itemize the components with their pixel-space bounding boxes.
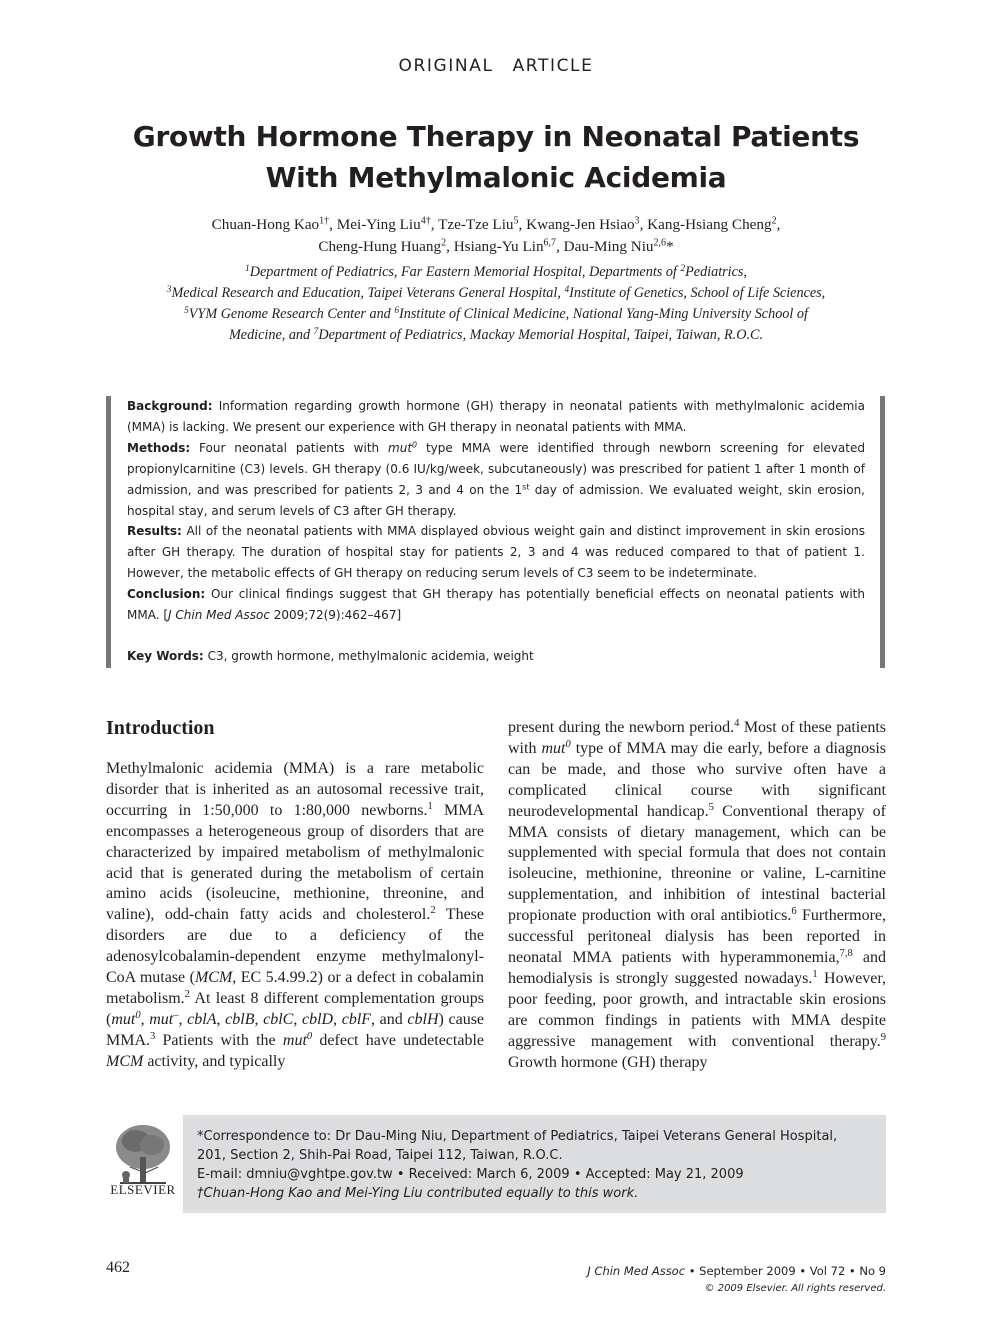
bullet: •	[573, 1167, 582, 1182]
body-column-left	[106, 716, 484, 1073]
affiliation-line-4	[80, 325, 912, 346]
author-sup: 2,6	[653, 237, 667, 249]
author-line-2: Cheng-Hung Huang$^2$, Hsiang-Yu Lin$^{6,7}$, Dau-Ming Niu$^{2,6}$*	[318, 237, 674, 255]
author-sup: 5	[513, 215, 519, 227]
ref-sup: 6	[791, 906, 797, 918]
affil-text: Pediatrics,	[685, 264, 747, 280]
author-name: Tze-Tze Liu	[438, 216, 514, 233]
author-sup: 1†	[319, 215, 330, 227]
body-text: activity, and typically	[143, 1052, 286, 1070]
body-text: Most of these patients with	[508, 719, 886, 757]
author-sup: 2	[771, 215, 777, 227]
abstract-citation-journal: J Chin Med Assoc	[168, 608, 270, 623]
body-text: However, poor feeding, poor growth, and intractable skin erosions are common findings in patients with MMA despite aggressive management with conventional therapy.	[508, 969, 887, 1050]
gene-name: mut	[149, 1010, 174, 1028]
intro-paragraph-1: Methylmalonic acidemia (MMA) is a rare metabolic disorder that is inherited as an autosomal recessive trait, occurring in 1:50,000 to 1:80,000 newborns.$^1$ MMA encompasses a heterogeneous group of disorders that are characterized by impaired metabolism of methylmalonic acid that is generated during the metabolism of certain amino acids (isoleucine, methionine, threonine, and valine), odd-chain fatty acids and cholesterol.$^2$ These disorders are due to a deficiency of the adenosylcobalamin-dependent enzyme methylmalonyl-CoA mutase (MCM, EC 5.4.99.2) or a defect in cobalamin metabolism.$^2$ At least 8 different complementation groups (mut$^0$, mut–, cblA, cblB, cblC, cblD, cblF, and cblH) cause MMA.$^3$ Patients with the mut$^0$ defect have undetectable MCM activity, and typically	[106, 760, 485, 1070]
body-text: MMA encompasses a heterogeneous group of disorders that are characterized by impaired metabolism of methylmalonic acid that is generated during the metabolism of certain amino acids (isoleucine, methionine, threonine, and valine), odd-chain fatty acids and cholesterol.	[106, 801, 484, 924]
journal-issue: No 9	[859, 1264, 886, 1278]
affiliation-line-3	[80, 304, 912, 325]
page-number: 462	[106, 1259, 130, 1276]
ref-sup: 3	[150, 1030, 156, 1042]
affiliation-line-2	[80, 283, 912, 304]
title-line-1: Growth Hormone Therapy in Neonatal Patients	[132, 120, 860, 153]
body-text: defect have undetectable	[312, 1031, 484, 1049]
ref-sup: 7,8	[839, 948, 853, 960]
abstract-results-text: All of the neonatal patients with MMA displayed obvious weight gain and distinct improvement in skin erosions after GH therapy. The duration of hospital stay for patients 2, 3 and 4 was reduced compared to that of patient 1. However, the metabolic effects of GH therapy on reducing serum levels of C3 seem to be indeterminate.	[127, 524, 865, 581]
gene-name: cblH	[407, 1010, 439, 1028]
affil-text: VYM Genome Research Center and	[188, 306, 395, 322]
introduction-heading: Introduction	[106, 717, 215, 739]
affil-text: Department of Pediatrics, Mackay Memorial Hospital, Taipei, Taiwan, R.O.C.	[318, 327, 764, 343]
ref-sup: 2	[430, 905, 436, 917]
section-word-original: ORIGINAL	[398, 56, 494, 76]
journal-name: J Chin Med Assoc	[587, 1264, 686, 1278]
affil-sup: 5	[184, 305, 189, 316]
gene-name: mut	[111, 1010, 136, 1028]
abstract-conclusion	[127, 584, 865, 626]
affil-text: Institute of Genetics, School of Life Sciences,	[569, 285, 826, 301]
ref-sup: 5	[708, 801, 714, 813]
body-text: ) cause MMA.	[106, 1010, 485, 1049]
author-sup: 2	[441, 237, 447, 249]
elsevier-wordmark: ELSEVIER	[110, 1182, 176, 1197]
body-column-right	[508, 718, 886, 1073]
journal-volume: Vol 72	[809, 1264, 846, 1278]
abstract-methods-label: Methods:	[127, 440, 191, 455]
affil-text: Department of Pediatrics, Far Eastern Memorial Hospital, Departments of	[249, 264, 681, 280]
journal-footer	[587, 1262, 886, 1298]
affil-text: Medicine, and	[228, 327, 314, 343]
keywords-label: Key Words:	[127, 648, 204, 663]
author-name: Mei-Ying Liu	[336, 216, 421, 233]
body-text: Growth hormone (GH) therapy	[508, 1053, 708, 1071]
correspondence-line-1: *Correspondence to: Dr Dau-Ming Niu, Department of Pediatrics, Taipei Veterans General Hospital,	[197, 1129, 838, 1144]
affil-sup: 1	[245, 263, 250, 274]
bullet: •	[396, 1167, 405, 1182]
abstract-results-label: Results:	[127, 524, 182, 539]
gene-sup: 0	[135, 1010, 141, 1022]
affil-sup: 4	[564, 284, 570, 295]
corresponding-mark: *	[666, 238, 674, 255]
keywords-text: C3, growth hormone, methylmalonic acidemia, weight	[207, 648, 534, 663]
abstract-background	[127, 396, 865, 438]
abstract-methods-gene-sup: 0	[412, 440, 418, 450]
gene-name: cblD	[301, 1010, 334, 1028]
abstract-methods-text: type MMA were identified through newborn screening for elevated propionylcarnitine (C3) levels. GH therapy (0.6 IU/kg/week, subcutaneously) was prescribed for patient 1 after 1 month of admission, and was prescribed for patients 2, 3 and 4 on the 1	[127, 440, 865, 497]
abstract-methods	[127, 438, 865, 522]
abstract-background-label: Background:	[127, 399, 213, 413]
bullet: •	[688, 1264, 696, 1278]
abstract-methods-text: Four neonatal patients with	[199, 440, 389, 455]
abstract-methods-ordinal: st	[522, 482, 530, 492]
abstract-methods-text: day of admission. We evaluated weight, skin erosion, hospital stay, and serum levels of C3 after GH therapy.	[127, 482, 865, 518]
author-name: Kwang-Jen Hsiao	[526, 216, 635, 233]
author-sup: 3	[634, 215, 640, 227]
gene-name: cblC	[263, 1010, 294, 1028]
body-text: present during the newborn period.	[508, 719, 735, 736]
correspondence-email: E-mail: dmniu@vghtpe.gov.tw	[197, 1167, 393, 1182]
affil-sup: 3	[166, 284, 172, 295]
ref-sup: 1	[427, 801, 433, 813]
bullet: •	[799, 1264, 807, 1278]
bullet: •	[848, 1264, 856, 1278]
gene-sup: 0	[306, 1030, 313, 1042]
body-text: , EC 5.4.99.2) or a defect in cobalamin metabolism.	[106, 969, 484, 1007]
received-date: Received: March 6, 2009	[408, 1167, 570, 1182]
author-name: Kang-Hsiang Cheng	[647, 216, 772, 233]
body-text: type of MMA may die early, before a diagnosis can be made, and those who survive often have a complicated clinical course with significant neurodevelopmental handicap.	[508, 739, 887, 820]
affil-sup: 6	[394, 305, 399, 316]
author-sup: 4†	[420, 215, 431, 227]
author-line-1: Chuan-Hong Kao$^{1\dagger}$, Mei-Ying Liu$^{4\dagger}$, Tze-Tze Liu$^5$, Kwang-Jen Hsiao$^3$, Kang-Hsiang Cheng$^2$,	[211, 215, 781, 233]
abstract-background-text: Information regarding growth hormone (GH) therapy in neonatal patients with methylmalonic acidemia (MMA) is lacking. We present our experience with GH therapy in neonatal patients with MMA.	[127, 399, 865, 434]
author-name: Hsiang-Yu Lin	[453, 238, 544, 255]
affil-sup: 7	[313, 326, 319, 337]
affiliation-line-1	[80, 262, 912, 283]
gene-sup: –	[173, 1010, 179, 1022]
ref-sup: 4	[734, 718, 740, 730]
copyright: © 2009 Elsevier. All rights reserved.	[704, 1283, 886, 1294]
abstract-methods-gene: mut	[388, 440, 413, 455]
gene-name: cblA	[187, 1010, 217, 1028]
abstract-citation-rest: 2009;72(9):462–467]	[269, 608, 402, 623]
gene-name: cblF	[341, 1010, 372, 1028]
abstract-conclusion-text: Our clinical findings suggest that GH therapy has potentially beneficial effects on neonatal patients with MMA. [	[127, 587, 865, 623]
gene-name: cblB	[225, 1010, 255, 1028]
section-word-article: ARTICLE	[512, 56, 594, 76]
gene-name: mut	[541, 739, 566, 757]
journal-date: September 2009	[699, 1264, 796, 1278]
body-text: Conventional therapy of MMA consists of dietary management, which can be supplemented with special formula that does not contain isoleucine, methionine, threonine or valine, L-carnitine supplementation, and inhibition of intestinal bacterial propionate production with oral antibiotics.	[508, 802, 886, 925]
correspondence-line-2: 201, Section 2, Shih-Pai Road, Taipei 112, Taiwan, R.O.C.	[197, 1148, 563, 1163]
journal-issue-line	[587, 1262, 886, 1280]
affil-sup: 2	[680, 263, 686, 274]
correspondence-line-3	[197, 1165, 877, 1184]
body-text: Furthermore, successful peritoneal dialysis has been reported in neonatal MMA patients with hyperammonemia,	[508, 907, 887, 966]
body-text: and hemodialysis is strongly suggested nowadays.	[508, 948, 886, 987]
author-name: Cheng-Hung Huang	[318, 238, 442, 255]
abstract-conclusion-label: Conclusion:	[127, 587, 206, 602]
affiliations	[80, 262, 912, 346]
body-text: At least 8 different complementation groups (	[106, 989, 484, 1028]
abstract-keywords	[127, 646, 865, 667]
ref-sup: 1	[812, 969, 818, 981]
body-text: Methylmalonic acidemia (MMA) is a rare metabolic disorder that is inherited as an autosomal recessive trait, occurring in 1:50,000 to 1:80,000 newborns.	[106, 760, 484, 819]
section-label	[0, 56, 992, 76]
abstract-results	[127, 521, 865, 584]
gene-name: MCM	[194, 969, 233, 987]
author-name: Chuan-Hong Kao	[211, 216, 320, 233]
abstract-box	[106, 396, 885, 668]
author-list	[80, 214, 912, 258]
gene-sup: 0	[565, 739, 571, 751]
title-line-2: With Methylmalonic Acidemia	[265, 161, 727, 194]
accepted-date: Accepted: May 21, 2009	[585, 1167, 744, 1182]
affil-text: Institute of Clinical Medicine, National Yang-Ming University School of	[399, 306, 808, 322]
ref-sup: 2	[184, 989, 190, 1001]
gene-name: mut	[282, 1031, 307, 1049]
ref-sup: 9	[880, 1031, 886, 1043]
body-text: These disorders are due to a deficiency of the adenosylcobalamin-dependent enzyme methylmalonyl-CoA mutase (	[106, 906, 484, 987]
gene-name: MCM	[106, 1052, 144, 1070]
author-name: Dau-Ming Niu	[563, 238, 654, 255]
equal-contribution-note: †Chuan-Hong Kao and Mei-Ying Liu contributed equally to this work.	[197, 1186, 639, 1201]
affil-text: Medical Research and Education, Taipei Veterans General Hospital,	[171, 285, 565, 301]
correspondence-text	[197, 1127, 877, 1203]
author-sup: 6,7	[543, 237, 557, 249]
intro-paragraph-1-continued	[508, 718, 886, 1073]
body-text: Patients with the	[155, 1031, 283, 1049]
article-title	[80, 116, 912, 198]
